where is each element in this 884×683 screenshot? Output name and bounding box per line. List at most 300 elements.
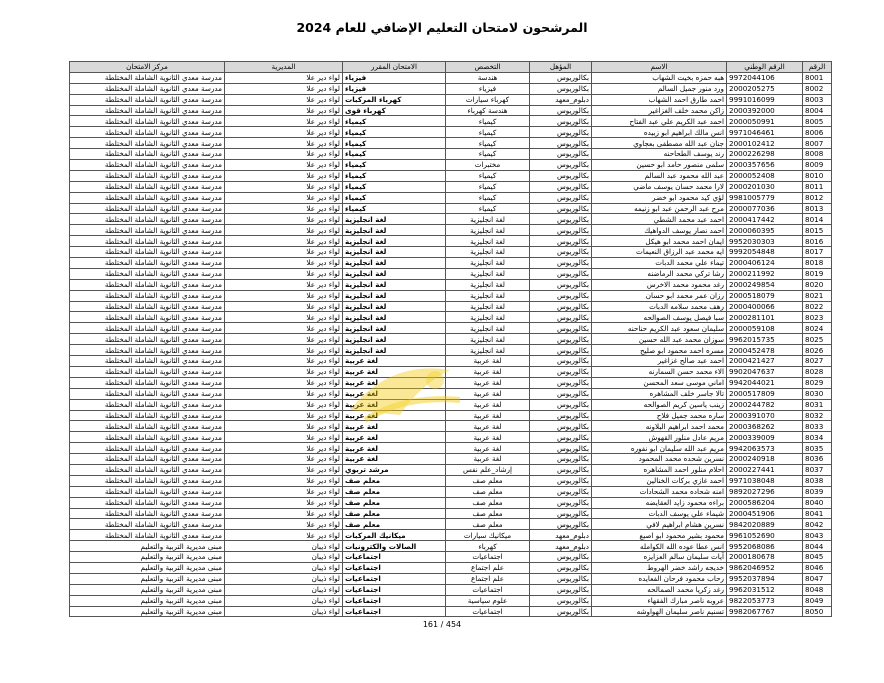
qualification: بكالوريوس [530, 606, 592, 617]
candidate-name: آيات سليمان سالم العزايزه [592, 552, 727, 563]
national-id: 9862046952 [727, 562, 803, 573]
qualification: بكالوريوس [530, 552, 592, 563]
exam-center: مدرسة معدي الثانوية الشاملة المختلطة [70, 138, 225, 149]
specialization: لغة عربية [446, 410, 530, 421]
qualification: بكالوريوس [530, 290, 592, 301]
row-number: 8038 [803, 475, 832, 486]
candidate-name: احمد عبد صالح غزاغير [592, 356, 727, 367]
specialization: كيمياء [446, 181, 530, 192]
directorate: لواء دير علا [225, 421, 343, 432]
national-id: 9952030303 [727, 236, 803, 247]
candidate-name: رحاب محمود فرحان الفعايده [592, 573, 727, 584]
row-number: 8022 [803, 301, 832, 312]
row-number: 8018 [803, 258, 832, 269]
table-row [70, 508, 832, 519]
row-number: 8021 [803, 290, 832, 301]
table-row [70, 279, 832, 290]
directorate: لواء ذيبان [225, 584, 343, 595]
qualification: بكالوريوس [530, 486, 592, 497]
directorate: لواء دير علا [225, 388, 343, 399]
row-number: 8013 [803, 203, 832, 214]
table-row [70, 268, 832, 279]
table-row [70, 345, 832, 356]
row-number: 8010 [803, 170, 832, 181]
table-row [70, 475, 832, 486]
directorate: لواء دير علا [225, 236, 343, 247]
table-row [70, 454, 832, 465]
row-number: 8029 [803, 377, 832, 388]
national-id: 9822053773 [727, 595, 803, 606]
specialization: لغة انجليزية [446, 279, 530, 290]
specialization: كيمياء [446, 116, 530, 127]
national-id: 9971038048 [727, 475, 803, 486]
table-row [70, 552, 832, 563]
directorate: لواء ذيبان [225, 541, 343, 552]
table-row [70, 606, 832, 617]
exam-center: مبنى مديرية التربية والتعليم [70, 595, 225, 606]
row-number: 8044 [803, 541, 832, 552]
exam-center: مدرسة معدي الثانوية الشاملة المختلطة [70, 301, 225, 312]
table-row [70, 192, 832, 203]
row-number: 8003 [803, 94, 832, 105]
directorate: لواء ذيبان [225, 595, 343, 606]
table-row [70, 530, 832, 541]
row-number: 8004 [803, 105, 832, 116]
table-row [70, 464, 832, 475]
specialization: اجتماعيات [446, 606, 530, 617]
specialization: لغة عربية [446, 399, 530, 410]
qualification: بكالوريوس [530, 377, 592, 388]
table-row [70, 573, 832, 584]
directorate: لواء دير علا [225, 345, 343, 356]
qualification: بكالوريوس [530, 323, 592, 334]
national-id: 2000060395 [727, 225, 803, 236]
exam-center: مدرسة معدي الثانوية الشاملة المختلطة [70, 432, 225, 443]
table-row [70, 377, 832, 388]
qualification: بكالوريوس [530, 279, 592, 290]
row-number: 8008 [803, 149, 832, 160]
specialization: لغة عربية [446, 356, 530, 367]
national-id: 9962015735 [727, 334, 803, 345]
row-number: 8042 [803, 519, 832, 530]
candidate-name: انس مالك ابراهيم ابو زبيده [592, 127, 727, 138]
table-row [70, 247, 832, 258]
exam-center: مدرسة معدي الثانوية الشاملة المختلطة [70, 475, 225, 486]
row-number: 8047 [803, 573, 832, 584]
row-number: 8046 [803, 562, 832, 573]
specialization: لغة عربية [446, 421, 530, 432]
candidate-name: براءه محمود زايد العقايضه [592, 497, 727, 508]
candidate-name: اماني موسى سعد المحسن [592, 377, 727, 388]
specialization: مختبرات [446, 160, 530, 171]
exam-center: مدرسة معدي الثانوية الشاملة المختلطة [70, 486, 225, 497]
candidate-name: عبد الله محمود عبد السالم [592, 170, 727, 181]
national-id: 2000406124 [727, 258, 803, 269]
qualification: بكالوريوس [530, 160, 592, 171]
exam-center: مدرسة معدي الثانوية الشاملة المختلطة [70, 312, 225, 323]
row-number: 8048 [803, 584, 832, 595]
table-row [70, 94, 832, 105]
table-row [70, 203, 832, 214]
table-body [70, 72, 832, 617]
candidate-name: سبا فيصل يوسف الصوالحه [592, 312, 727, 323]
national-id: 2000391070 [727, 410, 803, 421]
exam-center: مدرسة معدي الثانوية الشاملة المختلطة [70, 116, 225, 127]
national-id: 9971046461 [727, 127, 803, 138]
scheduled-exam: معلم صف [343, 508, 446, 519]
table-row [70, 116, 832, 127]
qualification: بكالوريوس [530, 83, 592, 94]
scheduled-exam: اجتماعيات [343, 606, 446, 617]
qualification: بكالوريوس [530, 105, 592, 116]
exam-center: مدرسة معدي الثانوية الشاملة المختلطة [70, 203, 225, 214]
exam-center: مدرسة معدي الثانوية الشاملة المختلطة [70, 356, 225, 367]
candidate-name: رزان عمر محمد ابو حسان [592, 290, 727, 301]
scheduled-exam: لغة انجليزية [343, 334, 446, 345]
exam-center: مدرسة معدي الثانوية الشاملة المختلطة [70, 72, 225, 83]
scheduled-exam: كيمياء [343, 149, 446, 160]
page-title: المرشحون لامتحان التعليم الإضافي للعام 2024 [296, 20, 588, 35]
candidate-name: محمود بشير محمود ابو اصبع [592, 530, 727, 541]
qualification: بكالوريوس [530, 421, 592, 432]
qualification: بكالوريوس [530, 573, 592, 584]
exam-center: مبنى مديرية التربية والتعليم [70, 584, 225, 595]
header-directorate: المديرية [225, 62, 343, 73]
header-name: الاسم [592, 62, 727, 73]
table-row [70, 214, 832, 225]
exam-center: مدرسة معدي الثانوية الشاملة المختلطة [70, 258, 225, 269]
exam-center: مدرسة معدي الثانوية الشاملة المختلطة [70, 421, 225, 432]
table-row [70, 105, 832, 116]
candidate-name: احمد نصار يوسف الدواهيك [592, 225, 727, 236]
national-id: 2000102412 [727, 138, 803, 149]
table-row [70, 541, 832, 552]
scheduled-exam: مرشد تربوي [343, 464, 446, 475]
scheduled-exam: كيمياء [343, 116, 446, 127]
row-number: 8036 [803, 454, 832, 465]
table-row [70, 160, 832, 171]
specialization: كيمياء [446, 149, 530, 160]
directorate: لواء دير علا [225, 181, 343, 192]
national-id: 9902047637 [727, 366, 803, 377]
directorate: لواء دير علا [225, 192, 343, 203]
scheduled-exam: لغة انجليزية [343, 312, 446, 323]
national-id: 2000400066 [727, 301, 803, 312]
candidates-table [69, 61, 832, 617]
scheduled-exam: اجتماعيات [343, 552, 446, 563]
specialization: ميكانيك سيارات [446, 530, 530, 541]
row-number: 8043 [803, 530, 832, 541]
qualification: بكالوريوس [530, 519, 592, 530]
national-id: 2000357656 [727, 160, 803, 171]
row-number: 8030 [803, 388, 832, 399]
specialization: اجتماعيات [446, 552, 530, 563]
table-row [70, 595, 832, 606]
directorate: لواء دير علا [225, 464, 343, 475]
specialization: معلم صف [446, 497, 530, 508]
scheduled-exam: كيمياء [343, 181, 446, 192]
candidate-name: رهف محمد سلامه الدبات [592, 301, 727, 312]
table-row [70, 323, 832, 334]
specialization: إرشاد_علم نفس [446, 464, 530, 475]
national-id: 9952037894 [727, 573, 803, 584]
table-row [70, 170, 832, 181]
directorate: لواء دير علا [225, 301, 343, 312]
specialization: معلم صف [446, 486, 530, 497]
exam-center: مبنى مديرية التربية والتعليم [70, 573, 225, 584]
national-id: 2000050991 [727, 116, 803, 127]
scheduled-exam: كيمياء [343, 160, 446, 171]
candidate-name: شيماء علي يوسف الدبات [592, 508, 727, 519]
specialization: هندسة كهرباء [446, 105, 530, 116]
exam-center: مدرسة معدي الثانوية الشاملة المختلطة [70, 410, 225, 421]
table-row [70, 432, 832, 443]
candidate-name: تسنيم ناصر سليمان الهواوشه [592, 606, 727, 617]
directorate: لواء ذيبان [225, 573, 343, 584]
directorate: لواء دير علا [225, 258, 343, 269]
row-number: 8007 [803, 138, 832, 149]
directorate: لواء دير علا [225, 268, 343, 279]
specialization: كيمياء [446, 192, 530, 203]
qualification: بكالوريوس [530, 170, 592, 181]
exam-center: مدرسة معدي الثانوية الشاملة المختلطة [70, 399, 225, 410]
row-number: 8012 [803, 192, 832, 203]
specialization: علم اجتماع [446, 573, 530, 584]
exam-center: مبنى مديرية التربية والتعليم [70, 552, 225, 563]
qualification: بكالوريوس [530, 127, 592, 138]
candidate-name: مريم عادل منلور القهوش [592, 432, 727, 443]
table-row [70, 410, 832, 421]
table-row [70, 83, 832, 94]
directorate: لواء دير علا [225, 377, 343, 388]
specialization: لغة عربية [446, 432, 530, 443]
specialization: لغة انجليزية [446, 225, 530, 236]
table-row [70, 584, 832, 595]
exam-center: مدرسة معدي الثانوية الشاملة المختلطة [70, 366, 225, 377]
scheduled-exam: لغة انجليزية [343, 236, 446, 247]
scheduled-exam: لغة عربية [343, 388, 446, 399]
page-number: 161 / 454 [422, 620, 462, 629]
row-number: 8026 [803, 345, 832, 356]
candidate-name: رند يوسف الطحاحنه [592, 149, 727, 160]
specialization: لغة عربية [446, 443, 530, 454]
scheduled-exam: اجتماعيات [343, 573, 446, 584]
table-row [70, 236, 832, 247]
exam-center: مدرسة معدي الثانوية الشاملة المختلطة [70, 443, 225, 454]
directorate: لواء ذيبان [225, 552, 343, 563]
table-row [70, 290, 832, 301]
exam-center: مدرسة معدي الثانوية الشاملة المختلطة [70, 127, 225, 138]
specialization: فيزياء [446, 83, 530, 94]
qualification: بكالوريوس [530, 454, 592, 465]
qualification: بكالوريوس [530, 203, 592, 214]
directorate: لواء دير علا [225, 366, 343, 377]
national-id: 2000226298 [727, 149, 803, 160]
qualification: بكالوريوس [530, 192, 592, 203]
scheduled-exam: كهرباء المركبات [343, 94, 446, 105]
specialization: معلم صف [446, 508, 530, 519]
row-number: 8028 [803, 366, 832, 377]
specialization: علم اجتماع [446, 562, 530, 573]
candidate-name: عروبه ناصر مبارك الفقهاء [592, 595, 727, 606]
exam-center: مدرسة معدي الثانوية الشاملة المختلطة [70, 377, 225, 388]
exam-center: مبنى مديرية التربية والتعليم [70, 606, 225, 617]
table-row [70, 399, 832, 410]
table-row [70, 149, 832, 160]
scheduled-exam: لغة عربية [343, 356, 446, 367]
candidate-name: هبه حمزه بخيت الشهاب [592, 72, 727, 83]
row-number: 8050 [803, 606, 832, 617]
scheduled-exam: لغة عربية [343, 366, 446, 377]
scheduled-exam: لغة انجليزية [343, 345, 446, 356]
specialization: لغة عربية [446, 377, 530, 388]
row-number: 8017 [803, 247, 832, 258]
qualification: دبلوم_معهد [530, 530, 592, 541]
table-row [70, 258, 832, 269]
directorate: لواء دير علا [225, 312, 343, 323]
candidate-name: مرح عبد الرحمن عبد ابو زنيمه [592, 203, 727, 214]
qualification: بكالوريوس [530, 258, 592, 269]
specialization: كيمياء [446, 170, 530, 181]
exam-center: مدرسة معدي الثانوية الشاملة المختلطة [70, 149, 225, 160]
qualification: بكالوريوس [530, 464, 592, 475]
qualification: بكالوريوس [530, 334, 592, 345]
scheduled-exam: لغة عربية [343, 399, 446, 410]
national-id: 2000368262 [727, 421, 803, 432]
national-id: 9961052690 [727, 530, 803, 541]
scheduled-exam: فيزياء [343, 83, 446, 94]
specialization: علوم سياسية [446, 595, 530, 606]
exam-center: مبنى مديرية التربية والتعليم [70, 541, 225, 552]
exam-center: مبنى مديرية التربية والتعليم [70, 562, 225, 573]
scheduled-exam: لغة عربية [343, 432, 446, 443]
qualification: بكالوريوس [530, 388, 592, 399]
row-number: 8033 [803, 421, 832, 432]
table-row [70, 497, 832, 508]
specialization: لغة عربية [446, 454, 530, 465]
directorate: لواء دير علا [225, 486, 343, 497]
qualification: دبلوم_معهد [530, 94, 592, 105]
scheduled-exam: كيمياء [343, 138, 446, 149]
row-number: 8016 [803, 236, 832, 247]
national-id: 2000205275 [727, 83, 803, 94]
header-number: الرقم [803, 62, 832, 73]
table-header-row [70, 62, 832, 73]
specialization: لغة انجليزية [446, 301, 530, 312]
specialization: كيمياء [446, 138, 530, 149]
row-number: 8002 [803, 83, 832, 94]
national-id: 2000339009 [727, 432, 803, 443]
candidate-name: احمد غازي بركات الخنالين [592, 475, 727, 486]
candidate-name: محمد احمد ابراهيم البلاونه [592, 421, 727, 432]
candidate-name: نسرين شحده محمد المحمود [592, 454, 727, 465]
scheduled-exam: لغة انجليزية [343, 258, 446, 269]
specialization: كهرباء [446, 541, 530, 552]
qualification: بكالوريوس [530, 236, 592, 247]
national-id: 2000240918 [727, 454, 803, 465]
qualification: بكالوريوس [530, 508, 592, 519]
row-number: 8001 [803, 72, 832, 83]
directorate: لواء دير علا [225, 105, 343, 116]
national-id: 2000211992 [727, 268, 803, 279]
national-id: 9942063573 [727, 443, 803, 454]
exam-center: مدرسة معدي الثانوية الشاملة المختلطة [70, 105, 225, 116]
header-exam-center: مركز الامتحان [70, 62, 225, 73]
table-row [70, 366, 832, 377]
exam-center: مدرسة معدي الثانوية الشاملة المختلطة [70, 290, 225, 301]
directorate: لواء دير علا [225, 94, 343, 105]
table-row [70, 72, 832, 83]
qualification: بكالوريوس [530, 432, 592, 443]
scheduled-exam: لغة عربية [343, 421, 446, 432]
row-number: 8040 [803, 497, 832, 508]
directorate: لواء دير علا [225, 203, 343, 214]
scheduled-exam: لغة عربية [343, 410, 446, 421]
row-number: 8023 [803, 312, 832, 323]
exam-center: مدرسة معدي الثانوية الشاملة المختلطة [70, 247, 225, 258]
candidate-name: زاكن محمد خلف الغزاغير [592, 105, 727, 116]
scheduled-exam: لغة انجليزية [343, 225, 446, 236]
table-row [70, 225, 832, 236]
directorate: لواء دير علا [225, 454, 343, 465]
national-id: 2000451906 [727, 508, 803, 519]
candidate-name: نسرين هشام ابراهيم لافي [592, 519, 727, 530]
row-number: 8027 [803, 356, 832, 367]
directorate: لواء دير علا [225, 399, 343, 410]
candidate-name: زينب ياسين كريم الصوالحه [592, 399, 727, 410]
qualification: بكالوريوس [530, 595, 592, 606]
exam-center: مدرسة معدي الثانوية الشاملة المختلطة [70, 181, 225, 192]
directorate: لواء دير علا [225, 83, 343, 94]
national-id: 2000201030 [727, 181, 803, 192]
national-id: 2000518079 [727, 290, 803, 301]
row-number: 8049 [803, 595, 832, 606]
qualification: بكالوريوس [530, 366, 592, 377]
row-number: 8009 [803, 160, 832, 171]
scheduled-exam: لغة انجليزية [343, 279, 446, 290]
exam-center: مدرسة معدي الثانوية الشاملة المختلطة [70, 454, 225, 465]
scheduled-exam: لغة انجليزية [343, 214, 446, 225]
row-number: 8025 [803, 334, 832, 345]
specialization: لغة عربية [446, 366, 530, 377]
scheduled-exam: معلم صف [343, 519, 446, 530]
directorate: لواء دير علا [225, 356, 343, 367]
header-specialization: التخصص [446, 62, 530, 73]
row-number: 8005 [803, 116, 832, 127]
row-number: 8034 [803, 432, 832, 443]
row-number: 8015 [803, 225, 832, 236]
directorate: لواء دير علا [225, 323, 343, 334]
table-row [70, 562, 832, 573]
qualification: بكالوريوس [530, 225, 592, 236]
scheduled-exam: ميكانيك المركبات [343, 530, 446, 541]
specialization: كيمياء [446, 203, 530, 214]
scheduled-exam: الصالات والكترونيات [343, 541, 446, 552]
candidate-name: جنان عبد الله مصطفى بعجاوي [592, 138, 727, 149]
qualification: بكالوريوس [530, 268, 592, 279]
table-row [70, 138, 832, 149]
directorate: لواء دير علا [225, 138, 343, 149]
specialization: لغة انجليزية [446, 247, 530, 258]
row-number: 8041 [803, 508, 832, 519]
qualification: بكالوريوس [530, 214, 592, 225]
national-id: 9972044106 [727, 72, 803, 83]
header-qualification: المؤهل [530, 62, 592, 73]
candidate-name: احمد عبد محمد الشطي [592, 214, 727, 225]
national-id: 2000077036 [727, 203, 803, 214]
scheduled-exam: لغة عربية [343, 454, 446, 465]
table-row [70, 334, 832, 345]
